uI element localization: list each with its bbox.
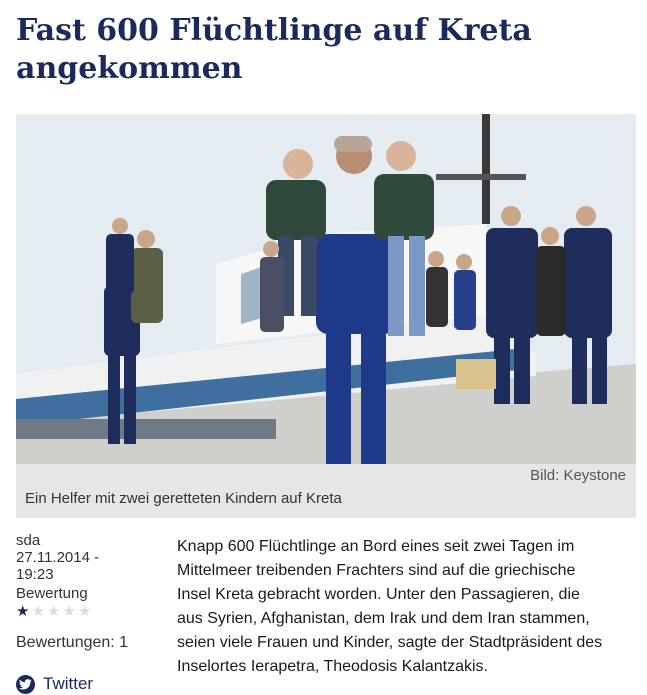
article-body bbox=[177, 535, 641, 679]
body-line: aus Syrien, Afghanistan, dem Irak und dem Iran stammen, bbox=[177, 610, 590, 627]
ratings-count: Bewertungen: 1 bbox=[16, 634, 129, 651]
article-time-line: 19:23 bbox=[16, 566, 54, 583]
body-line: Inselortes Ierapetra, Theodosis Kalantzakis. bbox=[177, 658, 488, 675]
photo-caption-bar bbox=[16, 464, 636, 518]
photo-mast-arm bbox=[436, 174, 526, 180]
article-date-line: 27.11.2014 - bbox=[16, 549, 100, 566]
twitter-bird-icon bbox=[16, 675, 35, 694]
article-source: sda bbox=[16, 532, 41, 549]
body-line: Mittelmeer treibenden Frachters sind auf die griechische bbox=[177, 562, 576, 579]
rating-label: Bewertung bbox=[16, 585, 88, 602]
photo-caption: Ein Helfer mit zwei geretteten Kindern auf Kreta bbox=[25, 490, 342, 507]
photo-credit: Bild: Keystone bbox=[530, 467, 626, 484]
photo-illustration bbox=[16, 114, 636, 464]
article-title bbox=[16, 12, 631, 88]
star-filled-icon[interactable]: ★ bbox=[16, 603, 30, 620]
body-line: Knapp 600 Flüchtlinge an Bord eines seit zwei Tagen im bbox=[177, 538, 575, 555]
body-line: Insel Kreta gebracht worden. Unter den Passagieren, die bbox=[177, 586, 580, 603]
body-line: seien viele Frauen und Kinder, sagte der Stadtpräsident des bbox=[177, 634, 603, 651]
rating-stars[interactable] bbox=[16, 604, 91, 619]
star-empty-icon[interactable]: ★ bbox=[77, 603, 92, 620]
title-line: angekommen bbox=[16, 51, 243, 86]
article-meta bbox=[16, 532, 166, 602]
star-empty-icon[interactable]: ★ bbox=[62, 603, 76, 620]
title-line: Fast 600 Flüchtlinge auf Kreta bbox=[16, 13, 532, 48]
photo-mast bbox=[482, 114, 490, 224]
twitter-share-link[interactable] bbox=[16, 674, 93, 694]
photo-boat-base bbox=[16, 419, 276, 439]
twitter-label: Twitter bbox=[43, 674, 94, 693]
photo-box bbox=[456, 359, 496, 389]
star-empty-icon[interactable]: ★ bbox=[31, 603, 45, 620]
article-photo bbox=[16, 114, 636, 464]
star-empty-icon[interactable]: ★ bbox=[46, 603, 61, 620]
